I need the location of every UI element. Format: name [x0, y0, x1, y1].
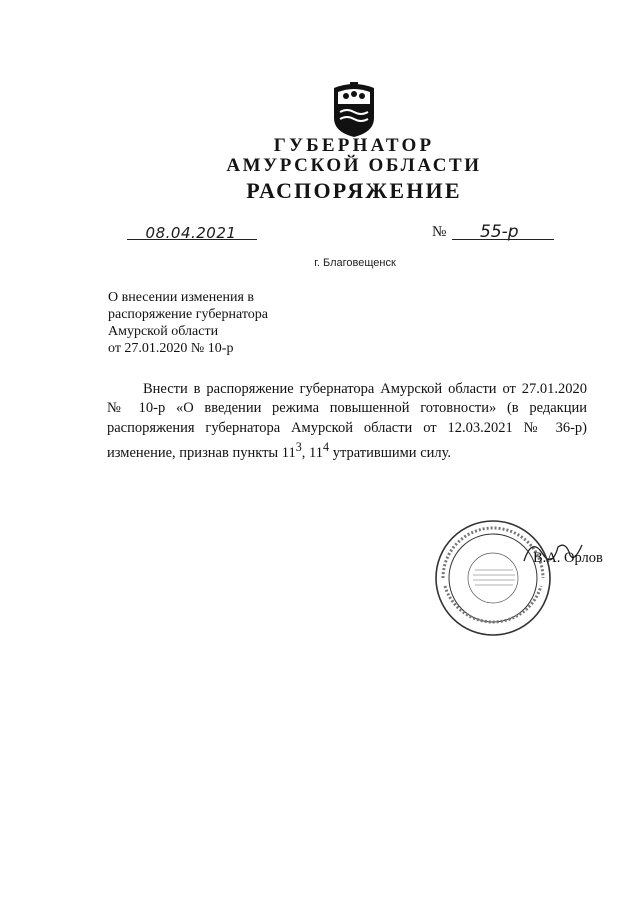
- date-underline: [127, 239, 257, 240]
- superscript: 4: [323, 439, 330, 454]
- number-underline: [452, 239, 554, 240]
- body-text-part: Внести в распоряжение губернатора Амурской области от 27.01.2020 № 10-р «О введении режима повышенной готовности» (в редакции распоряжения губернатора Амурской области от 12.03.2021 № 36-р) изменение, признав пункты 11: [107, 381, 587, 461]
- body-paragraph: [107, 380, 587, 463]
- subject-line: распоряжение губернатора: [108, 307, 268, 322]
- order-date: 08.04.2021: [145, 224, 237, 242]
- number-label: №: [432, 224, 447, 240]
- subject-line: от 27.01.2020 № 10-р: [108, 341, 234, 356]
- subject-line: Амурской области: [108, 324, 219, 339]
- city: г. Благовещенск: [314, 257, 396, 269]
- body-text-part: утратившими силу.: [329, 444, 452, 461]
- signatory-name: В.А. Орлов: [533, 550, 603, 566]
- title-region: АМУРСКОЙ ОБЛАСТИ: [226, 155, 482, 176]
- subject-line: О внесении изменения в: [108, 290, 254, 305]
- body-text-part: , 11: [301, 444, 324, 461]
- order-number: 55-р: [480, 222, 519, 242]
- title-order: РАСПОРЯЖЕНИЕ: [246, 178, 462, 203]
- superscript: 3: [295, 439, 302, 454]
- title-governor: ГУБЕРНАТОР: [273, 135, 435, 156]
- subject-block: [108, 289, 308, 357]
- amur-region-coat-of-arms-icon: [330, 82, 378, 138]
